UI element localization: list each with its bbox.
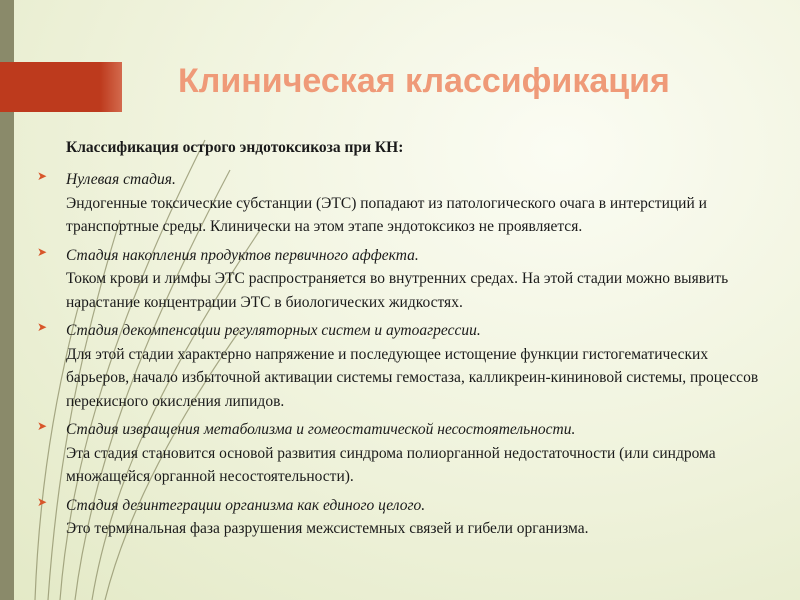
arrowhead-bullet-icon: ➤ <box>37 169 48 183</box>
stage-description: Током крови и лимфы ЭТС распространяется во внутренних средах. На этой стадии можно выявить нарастание концентрации ЭТС в биологических жидкостях. <box>66 270 729 311</box>
stage-description: Эта стадия становится основой развития синдрома полиорганной недостаточности (или синдрома множащейся органной несостоятельности). <box>66 444 716 485</box>
stage-title: Нулевая стадия. <box>66 171 176 188</box>
stage-title: Стадия дезинтеграции организма как единого целого. <box>66 496 426 514</box>
stage-title: Стадия декомпенсации регуляторных систем и аутоагрессии. <box>66 322 481 339</box>
list-item <box>36 319 766 413</box>
arrowhead-bullet-icon: ➤ <box>37 419 48 433</box>
subheading: Классификация острого эндотоксикоза при КН: <box>66 139 404 156</box>
arrowhead-bullet-icon: ➤ <box>37 244 48 259</box>
title-accent-tab-tip <box>100 62 122 112</box>
list-item <box>36 244 766 315</box>
stage-description: Это терминальная фаза разрушения межсистемных связей и гибели организма. <box>66 520 589 537</box>
stage-title: Стадия накопления продуктов первичного аффекта. <box>66 246 419 264</box>
arrowhead-bullet-icon: ➤ <box>37 320 48 334</box>
list-item <box>36 168 766 239</box>
stage-list <box>36 168 766 541</box>
slide-title: Клиническая классификация <box>178 62 670 100</box>
arrowhead-bullet-icon: ➤ <box>37 494 48 509</box>
list-item <box>36 418 766 489</box>
stage-title: Стадия извращения метаболизма и гомеостатической несостоятельности. <box>66 421 576 438</box>
list-item <box>36 494 766 541</box>
stage-description: Для этой стадии характерно напряжение и последующее истощение функции гистогематических барьеров, начало избыточной активации системы гемостаза, калликреин-кининовой системы, процессов перекисного окисления липидов. <box>66 345 759 410</box>
stage-description: Эндогенные токсические субстанции (ЭТС) попадают из патологического очага в интерстиций и транспортные среды. Клинически на этом этапе эндотоксикоз не проявляется. <box>66 194 707 235</box>
